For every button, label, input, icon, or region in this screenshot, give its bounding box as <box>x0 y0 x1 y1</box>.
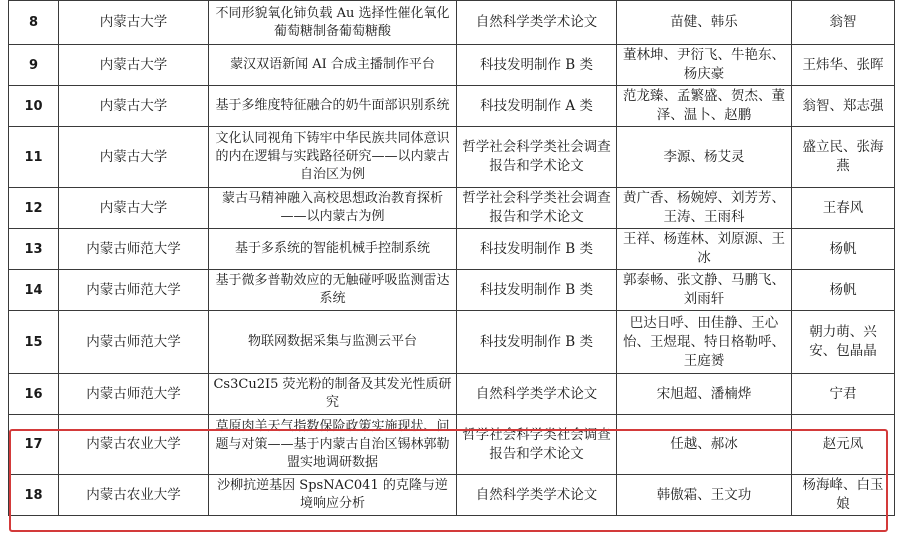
project-title-cell: 沙柳抗逆基因 SpsNAC041 的克隆与逆境响应分析 <box>209 475 457 516</box>
advisor-cell: 赵元凤 <box>792 415 895 475</box>
school-cell: 内蒙古师范大学 <box>59 311 209 374</box>
authors-cell: 任越、郝冰 <box>617 415 792 475</box>
category-cell: 哲学社会科学类社会调查报告和学术论文 <box>457 188 617 229</box>
row-number: 16 <box>9 374 59 415</box>
authors-cell: 郭泰畅、张文静、马鹏飞、刘雨轩 <box>617 270 792 311</box>
category-cell: 科技发明制作 A 类 <box>457 86 617 127</box>
row-number: 18 <box>9 475 59 516</box>
row-number: 12 <box>9 188 59 229</box>
table-row <box>9 188 895 229</box>
project-title-cell: 基于多维度特征融合的奶牛面部识别系统 <box>209 86 457 127</box>
row-number: 13 <box>9 229 59 270</box>
authors-cell: 巴达日呼、田佳静、王心怡、王煜琨、特日格勒呼、王庭赟 <box>617 311 792 374</box>
category-cell: 科技发明制作 B 类 <box>457 311 617 374</box>
project-title-cell: Cs3Cu2I5 荧光粉的制备及其发光性质研究 <box>209 374 457 415</box>
project-title-cell: 蒙汉双语新闻 AI 合成主播制作平台 <box>209 45 457 86</box>
table-row <box>9 1 895 45</box>
authors-cell: 李源、杨艾灵 <box>617 127 792 188</box>
advisor-cell: 杨海峰、白玉娘 <box>792 475 895 516</box>
category-cell: 自然科学类学术论文 <box>457 374 617 415</box>
school-cell: 内蒙古大学 <box>59 1 209 45</box>
category-cell: 自然科学类学术论文 <box>457 1 617 45</box>
table-row <box>9 374 895 415</box>
category-cell: 科技发明制作 B 类 <box>457 270 617 311</box>
table-row <box>9 311 895 374</box>
row-number: 15 <box>9 311 59 374</box>
row-number: 11 <box>9 127 59 188</box>
advisor-cell: 翁智 <box>792 1 895 45</box>
advisor-cell: 杨帆 <box>792 229 895 270</box>
project-title-cell: 物联网数据采集与监测云平台 <box>209 311 457 374</box>
table-row <box>9 475 895 516</box>
advisor-cell: 朝力萌、兴安、包晶晶 <box>792 311 895 374</box>
advisor-cell: 宁君 <box>792 374 895 415</box>
table-row <box>9 270 895 311</box>
school-cell: 内蒙古大学 <box>59 188 209 229</box>
award-table <box>8 0 895 516</box>
advisor-cell: 盛立民、张海燕 <box>792 127 895 188</box>
school-cell: 内蒙古大学 <box>59 86 209 127</box>
project-title-cell: 蒙古马精神融入高校思想政治教育探析——以内蒙古为例 <box>209 188 457 229</box>
category-cell: 科技发明制作 B 类 <box>457 45 617 86</box>
advisor-cell: 杨帆 <box>792 270 895 311</box>
authors-cell: 王祥、杨莲林、刘原源、王冰 <box>617 229 792 270</box>
authors-cell: 宋旭超、潘楠烨 <box>617 374 792 415</box>
project-title-cell: 基于微多普勒效应的无触碰呼吸监测雷达系统 <box>209 270 457 311</box>
school-cell: 内蒙古师范大学 <box>59 374 209 415</box>
category-cell: 哲学社会科学类社会调查报告和学术论文 <box>457 127 617 188</box>
category-cell: 自然科学类学术论文 <box>457 475 617 516</box>
table-row <box>9 86 895 127</box>
school-cell: 内蒙古师范大学 <box>59 270 209 311</box>
school-cell: 内蒙古农业大学 <box>59 415 209 475</box>
authors-cell: 苗健、韩乐 <box>617 1 792 45</box>
row-number: 17 <box>9 415 59 475</box>
advisor-cell: 王春风 <box>792 188 895 229</box>
authors-cell: 董林坤、尹衍飞、牛艳东、杨庆豪 <box>617 45 792 86</box>
category-cell: 哲学社会科学类社会调查报告和学术论文 <box>457 415 617 475</box>
school-cell: 内蒙古师范大学 <box>59 229 209 270</box>
row-number: 10 <box>9 86 59 127</box>
authors-cell: 黄广香、杨婉婷、刘芳芳、王涛、王雨科 <box>617 188 792 229</box>
school-cell: 内蒙古大学 <box>59 45 209 86</box>
authors-cell: 韩傲霜、王文功 <box>617 475 792 516</box>
table-row <box>9 415 895 475</box>
advisor-cell: 翁智、郑志强 <box>792 86 895 127</box>
table-row <box>9 127 895 188</box>
authors-cell: 范龙臻、孟繁盛、贺杰、董泽、温卜、赵鹏 <box>617 86 792 127</box>
table-row <box>9 45 895 86</box>
school-cell: 内蒙古农业大学 <box>59 475 209 516</box>
advisor-cell: 王炜华、张晖 <box>792 45 895 86</box>
category-cell: 科技发明制作 B 类 <box>457 229 617 270</box>
row-number: 14 <box>9 270 59 311</box>
table-row <box>9 229 895 270</box>
project-title-cell: 基于多系统的智能机械手控制系统 <box>209 229 457 270</box>
project-title-cell: 不同形貌氧化铈负载 Au 选择性催化氧化葡萄糖制备葡萄糖酸 <box>209 1 457 45</box>
school-cell: 内蒙古大学 <box>59 127 209 188</box>
project-title-cell: 文化认同视角下铸牢中华民族共同体意识的内在逻辑与实践路径研究——以内蒙古自治区为例 <box>209 127 457 188</box>
row-number: 9 <box>9 45 59 86</box>
row-number: 8 <box>9 1 59 45</box>
project-title-cell: 草原肉羊天气指数保险政策实施现状、问题与对策——基于内蒙古自治区锡林郭勒盟实地调研数据 <box>209 415 457 475</box>
